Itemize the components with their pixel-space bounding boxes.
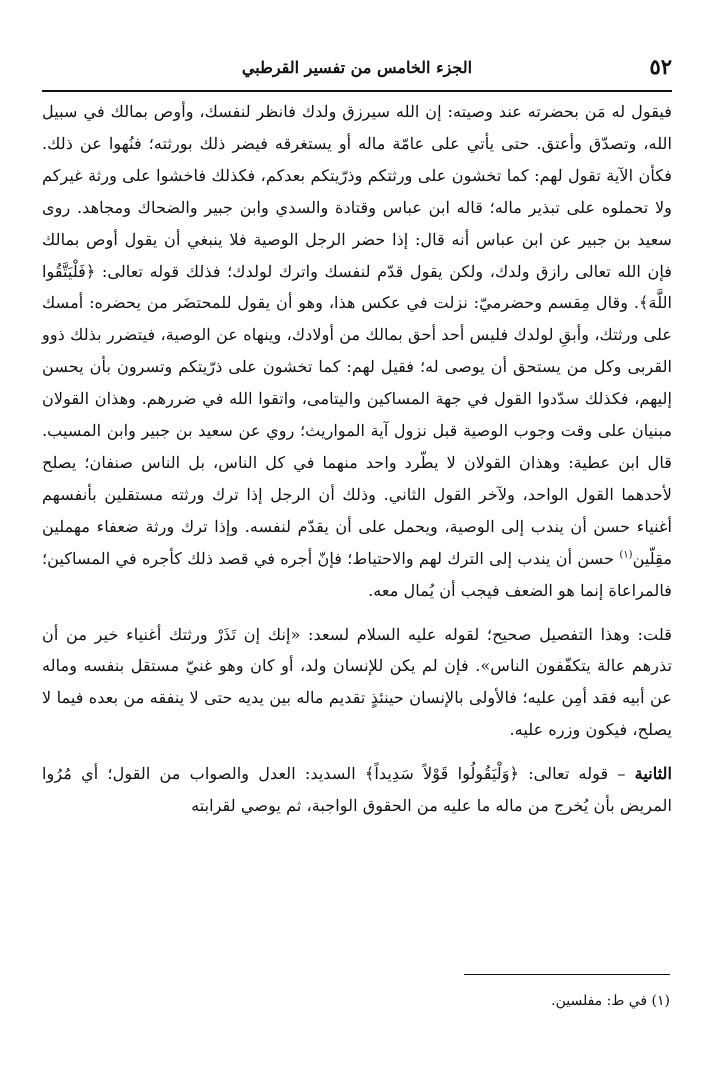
paragraph-2-text: قلت: وهذا التفصيل صحيح؛ لقوله عليه السلام لسعد: «إنك إن تَذَرْ ورثتك أغنياء خير من أن تذرهم عالة يتكفّفون الناس». فإن لم يكن للإنسان ولد، أو كان وهو غنيّ مستقل بنفسه وماله عن أبيه فقد أمِن عليه؛ فالأولى بالإنسان حينئذٍ تقديم ماله بين يديه حتى لا ينفقه من بعده فيما لا يصلح، فيكون وزره عليه. <box>42 624 672 740</box>
paragraph-1 <box>42 96 672 607</box>
paragraph-1-text: فيقول له مَن بحضرته عند وصيته: إن الله سيرزق ولدك فانظر لنفسك، وأوص بمالك في سبيل الله، وتصدّق وأعتق. حتى يأتي على عامّة ماله أو يستغرقه فيضر ذلك بورثته؛ فنُهوا عن ذلك. فكأن الآية تقول لهم: كما تخشون على ورثتكم وذرّيتكم بعدكم، فكذلك فاخشوا على ورثة غيركم ولا تحملوه على تبذير ماله؛ قاله ابن عباس وقتادة والسدي وابن جبير والضحاك ومجاهد. روى سعيد بن جبير عن ابن عباس أنه قال: إذا حضر الرجل الوصية فلا ينبغي أن يقول أوص بمالك فإن الله تعالى رازق ولدك، ولكن يقول قدّم لنفسك واترك لولدك؛ فذلك قوله تعالى: ﴿فَلْيَتَّقُوا اللَّهَ﴾. وقال مِقسم وحضرميّ: نزلت في عكس هذا، وهو أن يقول للمحتضَر من يحضره: أمسك على ورثتك، وأبقِ لولدك فليس أحد أحق بمالك من أولادك، وينهاه عن الوصية، فيتضرر بذلك ذوو القربى وكل من يستحق أن يوصى له؛ فقيل لهم: كما تخشون على ذرّيتكم وتسرون بأن يحسن إليهم، فكذلك سدّدوا القول في جهة المساكين واليتامى، واتقوا الله في ضررهم. وهذان القولان مبنيان على وقت وجوب الوصية قبل نزول آية المواريث؛ روي عن سعيد بن جبير وابن المسيب. قال ابن عطية: وهذان القولان لا يطّرد واحد منهما في كل الناس، بل الناس صنفان؛ يصلح لأحدهما القول الواحد، ولآخر القول الثاني. وذلك أن الرجل إذا ترك ورثته مستقلين بأنفسهم أغنياء حسن أن يندب إلى الوصية، ويحمل على أن يقدّم لنفسه. وإذا ترك ورثة ضعفاء مهملين مقِلّين <box>42 102 672 568</box>
footnote-divider <box>464 974 670 975</box>
paragraph-3 <box>42 758 672 822</box>
running-title: الجزء الخامس من تفسير القرطبي <box>241 58 473 77</box>
paragraph-2 <box>42 619 672 747</box>
footnote-ref: (١) <box>619 549 633 561</box>
page-header <box>42 50 672 92</box>
page-number: ٥٢ <box>649 54 672 79</box>
paragraph-3-lead: الثانية <box>634 764 672 784</box>
paragraph-3-text: – قوله تعالى: ﴿وَلْيَقُولُوا قَوْلاً سَدِيداً﴾ السديد: العدل والصواب من القول؛ أي مُرُوا المريض بأن يُخرج من ماله ما عليه من الحقوق الواجبة، ثم يوصي لقرابته <box>42 764 672 816</box>
page-body <box>42 96 672 822</box>
footnote: (١) في ط: مفلسين. <box>551 993 670 1009</box>
paragraph-1-text-after: حسن أن يندب إلى الترك لهم والاحتياط؛ فإنّ أجره في قصد ذلك كأجره في المساكين؛ فالمراعاة إنما هو الضعف فيجب أن يُمال معه. <box>42 548 672 600</box>
